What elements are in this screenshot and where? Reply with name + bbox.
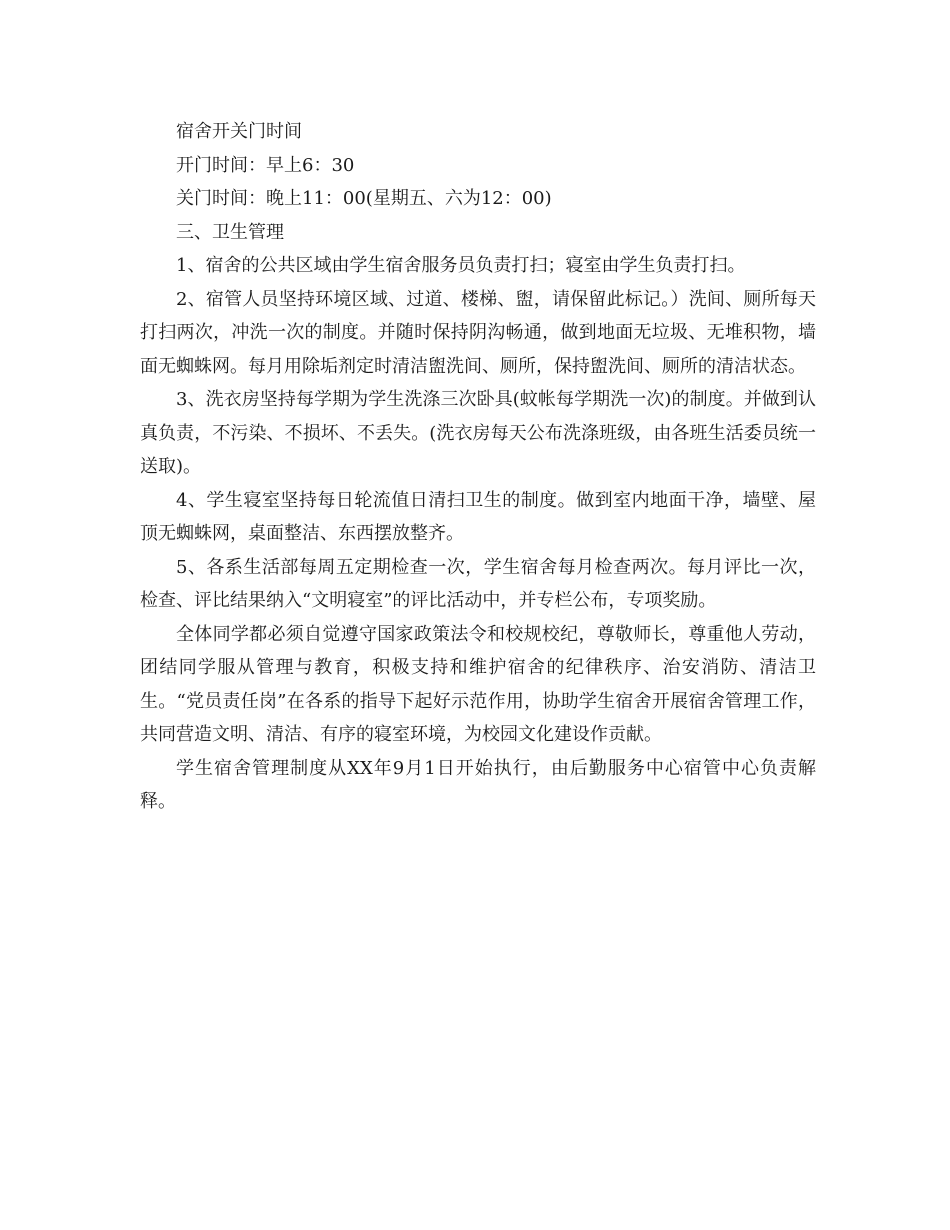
paragraph-item-3: 3、洗衣房坚持每学期为学生洗涤三次卧具(蚊帐每学期洗一次)的制度。并做到认真负责，不污染、不损坏、不丢失。(洗衣房每天公布洗涤班级，由各班生活委员统一送取)。 (140, 389, 816, 477)
section-heading-hygiene: 三、卫生管理 (176, 221, 284, 243)
paragraph-closing-time: 关门时间：晚上11：00(星期五、六为12：00) (176, 188, 552, 209)
paragraph-item-1: 1、宿舍的公共区域由学生宿舍服务员负责打扫；寝室由学生负责打扫。 (176, 255, 746, 276)
paragraph-opening-time: 开门时间：早上6：30 (176, 154, 355, 176)
paragraph-item-2: 2、宿管人员坚持环境区域、过道、楼梯、盥，请保留此标记。）洗间、厕所每天打扫两次，冲洗一次的制度。并随时保持阴沟畅通，做到地面无垃圾、无堆积物，墙面无蜘蛛网。每月用除垢剂定时清洁盥洗间、厕所，保持盥洗间、厕所的清洁状态。 (140, 288, 816, 377)
paragraph-item-4: 4、学生寝室坚持每日轮流值日清扫卫生的制度。做到室内地面干净，墙壁、屋顶无蜘蛛网，桌面整洁、东西摆放整齐。 (140, 489, 816, 544)
paragraph-dorm-hours-heading: 宿舍开关门时间 (176, 121, 302, 142)
paragraph-effective-date: 学生宿舍管理制度从XX年9月1日开始执行，由后勤服务中心宿管中心负责解释。 (140, 757, 816, 812)
paragraph-general-rules: 全体同学都必须自觉遵守国家政策法令和校规校纪，尊敬师长，尊重他人劳动，团结同学服从管理与教育，积极支持和维护宿舍的纪律秩序、治安消防、清洁卫生。“党员责任岗”在各系的指导下起好示范作用，协助学生宿舍开展宿舍管理工作，共同营造文明、清洁、有序的寝室环境，为校园文化建设作贡献。 (140, 623, 816, 745)
document-body (140, 115, 816, 819)
paragraph-item-5: 5、各系生活部每周五定期检查一次，学生宿舍每月检查两次。每月评比一次，检查、评比结果纳入“文明寝室”的评比活动中，并专栏公布，专项奖励。 (140, 556, 816, 611)
